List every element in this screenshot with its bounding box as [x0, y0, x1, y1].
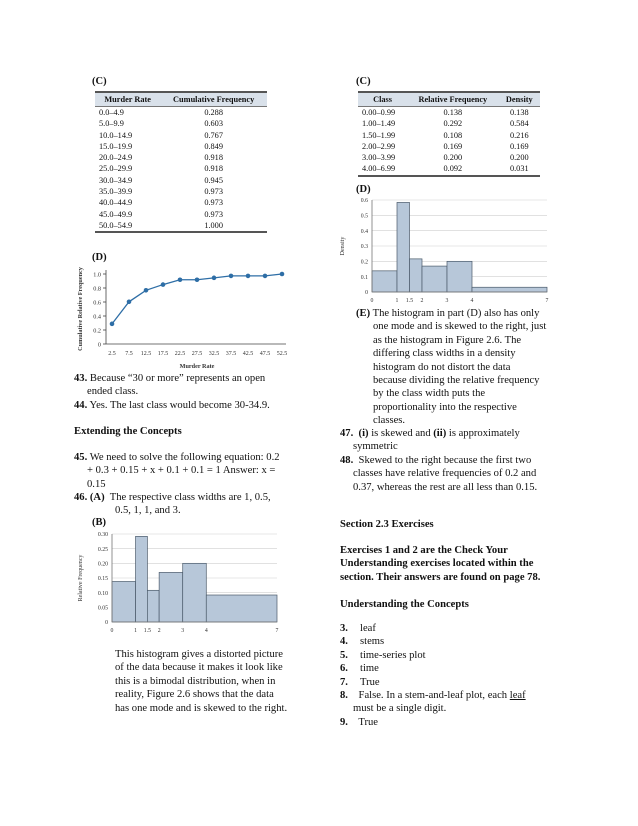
ex9-number: 9.: [340, 716, 348, 728]
table-row: [95, 107, 267, 119]
x-tick-label: 2: [420, 298, 424, 304]
data-point: [212, 276, 217, 281]
part-e: [356, 307, 586, 428]
y-tick-label: 0.2: [93, 327, 101, 335]
b-caption-line: reality, Figure 2.6 shows that the data: [115, 689, 274, 701]
exercise-47: [340, 427, 590, 454]
y-tick-label: 0.30: [97, 532, 108, 539]
column-header: Class: [358, 92, 407, 107]
exercise-45: [74, 451, 324, 491]
column-header: Relative Frequency: [407, 92, 498, 107]
e-line: as the histogram in Figure 2.6. The: [373, 334, 522, 346]
answer-text: True: [360, 676, 380, 688]
x-tick-label: 12.5: [140, 351, 152, 357]
ex9-text: True: [358, 716, 378, 728]
x-tick-label: 52.5: [276, 351, 288, 357]
ex48-number: 48.: [340, 455, 354, 466]
ex47-ii: (ii): [433, 428, 447, 439]
answer-number: 3.: [340, 623, 348, 634]
table-cell: 50.0–54.9: [95, 220, 160, 232]
data-point: [246, 274, 251, 279]
table-row: [358, 118, 540, 129]
y-axis-label: Cumulative Relative Frequency: [77, 267, 84, 351]
x-tick-label: 7.5: [125, 351, 133, 357]
ex45-line2: + 0.3 + 0.15 + x + 0.1 + 0.1 = 1 Answer: x =: [87, 465, 276, 477]
table-row: [358, 163, 540, 175]
histogram-bar: [422, 266, 447, 292]
y-axis-label: Relative Frequency: [78, 554, 84, 602]
e-line: classes.: [373, 415, 406, 427]
x-tick-label: 4: [470, 298, 474, 304]
data-point: [229, 274, 234, 279]
table-cell: 0.200: [509, 153, 529, 163]
x-tick-label: 17.5: [157, 351, 169, 357]
ex46-number: 46.: [74, 492, 88, 503]
x-tick-label: 1: [395, 298, 399, 304]
table-cell: 45.0–49.9: [99, 209, 133, 219]
x-tick-label: 32.5: [208, 351, 220, 357]
ex43-text: Because “30 or more” represents an open: [89, 373, 266, 384]
b-caption-line: This histogram gives a distorted picture: [115, 649, 283, 660]
ex46-a-line1: The respective class widths are 1, 0.5,: [109, 492, 271, 503]
ex44-text: Yes. The last class would become 30-34.9.: [89, 399, 270, 411]
ex43-number: 43.: [74, 373, 88, 384]
table-cell: 0.849: [204, 141, 223, 151]
y-tick-label: 0.10: [97, 590, 108, 597]
y-tick-label: 0.3: [360, 244, 368, 251]
exercise-8-9: [340, 689, 600, 729]
x-tick-label: 3: [181, 628, 185, 634]
table-cell: 0.918: [204, 164, 223, 174]
table-cell: 1.50–1.99: [362, 130, 396, 140]
answer-text: time: [360, 663, 379, 675]
ogive-chart: [74, 262, 294, 374]
data-point: [144, 288, 149, 293]
left-c-label: (C): [92, 76, 107, 87]
cumulative-frequency-table: [95, 91, 267, 233]
table-cell: 0.288: [204, 108, 223, 117]
density-histogram: [336, 194, 560, 306]
table-row: [358, 107, 540, 119]
table-cell: 0.216: [509, 130, 529, 140]
x-tick-label: 42.5: [242, 351, 254, 357]
table-row: [95, 209, 267, 220]
table-row: [95, 197, 267, 208]
table-cell: 25.0–29.9: [99, 164, 133, 174]
y-tick-label: 1.0: [93, 271, 101, 279]
table-row: [95, 152, 267, 163]
table-row: [95, 220, 267, 232]
section-heading: Section 2.3 Exercises: [340, 519, 434, 530]
x-tick-label: 3: [445, 298, 449, 304]
b-caption-line: has one mode and is skewed to the right.: [115, 702, 288, 714]
y-tick-label: 0.2: [360, 259, 368, 266]
y-tick-label: 0: [365, 290, 368, 297]
x-tick-label: 1.5: [143, 628, 151, 634]
ex43-continuation: ended class.: [87, 386, 139, 398]
table-row: [95, 163, 267, 174]
ex44-number: 44.: [74, 399, 88, 411]
histogram-bar: [206, 595, 277, 622]
ex45-number: 45.: [74, 452, 88, 463]
table-cell: 0.138: [443, 108, 463, 117]
table-row: [95, 186, 267, 197]
x-tick-label: 7: [275, 628, 279, 634]
answer-number: 7.: [340, 676, 348, 688]
histogram-bar: [112, 582, 136, 622]
table-cell: 0.138: [509, 108, 529, 117]
x-tick-label: 2: [157, 628, 161, 634]
ex8-text: False. In a stem-and-leaf plot, each: [358, 690, 510, 701]
left-b-label: (B): [92, 517, 106, 528]
check-line-0: Exercises 1 and 2 are the Check Your: [340, 545, 508, 556]
answer-item: [340, 662, 600, 675]
table-cell: 5.0–9.9: [99, 119, 124, 129]
table-row: [358, 141, 540, 152]
data-point: [178, 277, 183, 282]
answer-text: leaf: [360, 623, 376, 634]
answer-item: [340, 635, 600, 648]
table-cell: 0.031: [499, 163, 540, 175]
e-line: because dividing the relative frequency: [373, 375, 540, 387]
x-tick-label: 0: [370, 298, 374, 304]
data-point: [280, 272, 285, 277]
table-cell: 0.973: [204, 198, 223, 208]
table-cell: 15.0–19.9: [99, 141, 133, 151]
histogram-bar: [183, 563, 207, 622]
x-tick-label: 37.5: [225, 351, 237, 357]
answer-number: 4.: [340, 636, 348, 648]
table-cell: 0.973: [204, 187, 223, 197]
b-caption-line: this is a bimodal distribution, when in: [115, 675, 276, 687]
exercise-46: [74, 491, 324, 518]
y-tick-label: 0.4: [93, 313, 101, 321]
y-tick-label: 0: [105, 620, 108, 627]
extending-heading: Extending the Concepts: [74, 426, 182, 437]
histogram-bar: [410, 259, 423, 292]
data-point: [110, 322, 115, 327]
answers-list: [340, 622, 600, 689]
table-row: [358, 130, 540, 141]
e-line: histogram do not distort the data: [373, 361, 511, 373]
table-cell: 0.0–4.9: [99, 108, 124, 117]
y-tick-label: 0.6: [93, 299, 101, 307]
y-axis-label: Density: [340, 236, 346, 256]
x-tick-label: 0: [110, 628, 114, 634]
e-line: by the class width puts the: [373, 388, 486, 400]
table-cell: 0.169: [443, 141, 463, 151]
data-point: [195, 277, 200, 282]
table-cell: 0.00–0.99: [362, 108, 396, 117]
x-tick-label: 2.5: [108, 351, 116, 357]
answer-item: [340, 649, 600, 662]
y-tick-label: 0.1: [360, 274, 368, 281]
y-tick-label: 0.25: [97, 546, 108, 553]
right-d-label: (D): [356, 184, 371, 195]
y-tick-label: 0.6: [360, 198, 368, 205]
table-cell: 0.108: [443, 130, 463, 140]
table-cell: 1.000: [160, 220, 267, 232]
ex46-part-a: (A): [89, 492, 105, 503]
ex47-continuation: symmetric: [353, 441, 398, 453]
density-table: [358, 91, 540, 177]
right-c-label: (C): [356, 76, 371, 87]
answer-text: stems: [360, 636, 385, 648]
table-cell: 20.0–24.9: [99, 153, 133, 163]
table-cell: 0.767: [204, 130, 223, 140]
answer-text: time-series plot: [360, 649, 426, 661]
histogram-bar: [136, 536, 148, 622]
e-line: one mode and is skewed to the right, just: [373, 321, 547, 333]
table-header-row: [95, 92, 267, 107]
table-cell: 10.0–14.9: [99, 130, 133, 140]
e-line-0: The histogram in part (D) also has only: [372, 308, 540, 319]
table-row: [95, 141, 267, 152]
y-tick-label: 0.15: [97, 576, 108, 583]
table-cell: 0.973: [204, 209, 223, 219]
table-cell: 0.092: [407, 163, 498, 175]
understanding-heading: Understanding the Concepts: [340, 599, 469, 610]
ex8-number: 8.: [340, 690, 348, 701]
relative-frequency-histogram: [74, 530, 290, 640]
check-line-2: section. Their answers are found on page 78.: [340, 571, 541, 583]
y-tick-label: 0: [97, 341, 101, 349]
data-point: [263, 274, 268, 279]
histogram-bar: [147, 590, 159, 622]
histogram-bar: [447, 261, 472, 292]
table-cell: 0.603: [204, 119, 223, 129]
table-cell: 0.292: [443, 119, 463, 129]
table-cell: 0.945: [204, 175, 223, 185]
data-point: [127, 299, 132, 304]
ex47-end: is approximately: [446, 428, 520, 439]
histogram-bar: [372, 271, 397, 292]
table-header-row: [358, 92, 540, 107]
ex47-mid: is skewed and: [368, 428, 434, 439]
ex47-number: 47.: [340, 428, 354, 439]
answer-item: [340, 622, 600, 635]
ex48-line-0: Skewed to the right because the first two: [358, 455, 532, 466]
x-tick-label: 27.5: [191, 351, 203, 357]
answer-number: 5.: [340, 649, 348, 661]
table-cell: 0.918: [204, 153, 223, 163]
check-understanding-note: [340, 544, 600, 584]
ex8-underlined-word: leaf: [509, 690, 526, 701]
x-tick-label: 47.5: [259, 351, 271, 357]
table-cell: 0.200: [443, 153, 463, 163]
b-caption-line: of the data because it makes it look like: [115, 662, 283, 674]
x-tick-label: 7: [545, 298, 549, 304]
table-cell: 3.00–3.99: [362, 153, 396, 163]
e-line: proportionality into the respective: [373, 401, 517, 413]
e-line: differing class widths in a density: [373, 348, 516, 360]
y-tick-label: 0.20: [97, 561, 108, 568]
column-header: Density: [499, 92, 540, 107]
table-row: [358, 152, 540, 163]
table-cell: 2.00–2.99: [362, 141, 396, 151]
table-row: [95, 118, 267, 129]
table-cell: 0.169: [509, 141, 529, 151]
ex45-line3: 0.15: [87, 478, 106, 490]
table-row: [95, 175, 267, 186]
answer-item: [340, 676, 600, 689]
table-cell: 4.00–6.99: [358, 163, 407, 175]
ex8-continuation: must be a single digit.: [353, 703, 447, 715]
ex48-line-2: 0.37, whereas the rest are all less than 0.15.: [353, 481, 538, 493]
table-cell: 1.00–1.49: [362, 119, 396, 129]
x-tick-label: 1: [134, 628, 138, 634]
histogram-bar: [159, 572, 183, 622]
column-header: Murder Rate: [95, 92, 160, 107]
y-tick-label: 0.4: [360, 228, 368, 235]
check-line-1: Understanding exercises located within the: [340, 558, 534, 570]
x-axis-label: Murder Rate: [179, 363, 215, 370]
y-tick-label: 0.8: [93, 285, 101, 293]
table-cell: 0.584: [509, 119, 529, 129]
table-row: [95, 130, 267, 141]
y-tick-label: 0.5: [360, 213, 368, 220]
ex45-line1: We need to solve the following equation: 0.2: [89, 452, 280, 463]
answer-number: 6.: [340, 663, 348, 675]
x-tick-label: 22.5: [174, 351, 186, 357]
table-cell: 30.0–34.9: [99, 175, 133, 185]
ex48-line-1: classes have relative frequencies of 0.2 and: [353, 468, 537, 480]
y-tick-label: 0.05: [97, 605, 108, 612]
e-label: (E): [356, 308, 371, 319]
histogram-bar: [472, 287, 547, 292]
exercise-48: [340, 454, 590, 494]
column-header: Cumulative Frequency: [160, 92, 267, 107]
b-caption: [115, 648, 325, 715]
table-cell: 40.0–44.9: [99, 198, 133, 208]
data-point: [161, 282, 166, 287]
left-d-label: (D): [92, 252, 107, 263]
x-tick-label: 4: [204, 628, 208, 634]
ex46-a-line2: 0.5, 1, 1, and 3.: [115, 505, 181, 517]
table-cell: 35.0–39.9: [99, 187, 133, 197]
ex47-i: (i): [358, 428, 369, 439]
x-tick-label: 1.5: [405, 298, 414, 304]
histogram-bar: [397, 202, 410, 292]
exercise-43: [74, 372, 324, 412]
